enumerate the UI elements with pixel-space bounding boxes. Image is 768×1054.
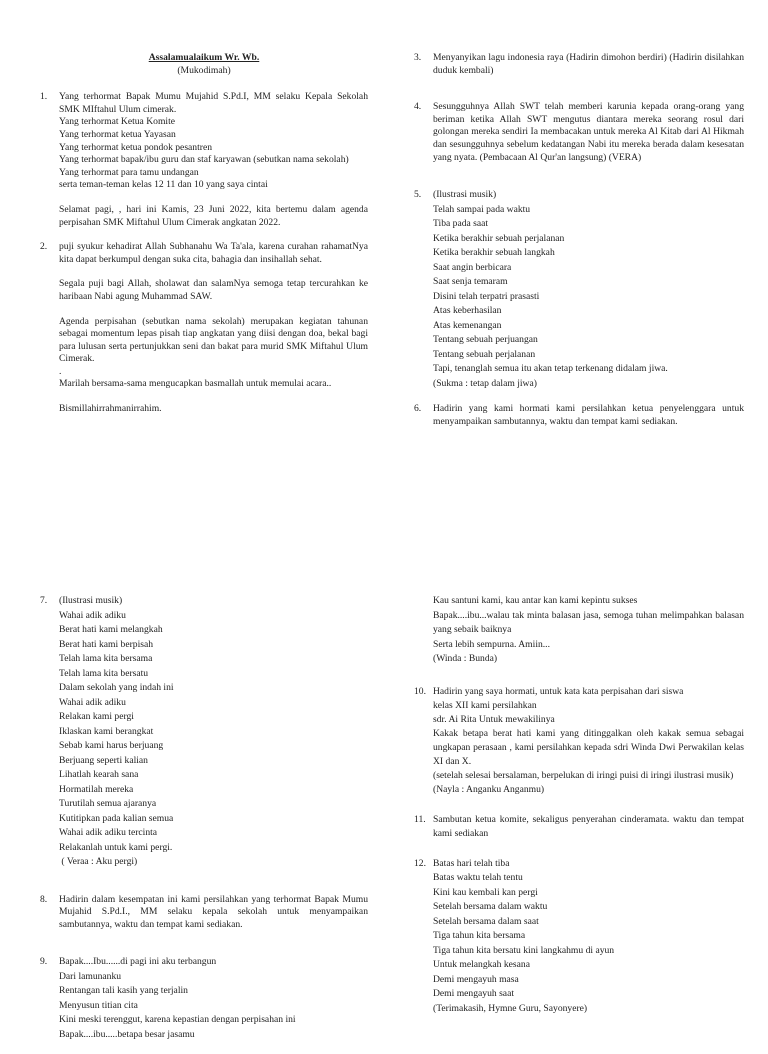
item-12 bbox=[414, 857, 744, 1017]
item-line: ( Veraa : Aku pergi) bbox=[59, 856, 138, 867]
item-line: Rentangan tali kasih yang terjalin bbox=[59, 985, 188, 997]
item-line: Yang terhormat bapak/ibu guru dan staf karyawan (sebutkan nama sekolah) bbox=[59, 154, 349, 166]
item-line: Kini kau kembali kan pergi bbox=[433, 886, 538, 898]
column-top-right bbox=[414, 52, 744, 440]
item-line: Relakanlah untuk kami pergi. bbox=[59, 841, 173, 853]
item-line: Dari lamunanku bbox=[59, 970, 122, 982]
item-line: sdr. Ai Rita Untuk mewakilinya bbox=[433, 713, 555, 725]
item-line: Serta lebih sempurna. Amiin... bbox=[433, 638, 550, 650]
item-10 bbox=[414, 685, 744, 797]
item-text: Sambutan ketua komite, sekaligus penyerahan cinderamata. waktu dan tempat kami sediakan bbox=[433, 813, 744, 839]
item-1 bbox=[40, 91, 368, 229]
item-line: Yang terhormat Ketua Komite bbox=[59, 116, 175, 128]
item-line: Saat angin berbicara bbox=[433, 261, 512, 273]
item-line: Kutitipkan pada kalian semua bbox=[59, 812, 174, 824]
item-line: Iklaskan kami berangkat bbox=[59, 725, 154, 737]
item-text: Bapak....ibu...walau tak minta balasan jasa, semoga tuhan melimpahkan balasan yang sebaik baiknya bbox=[433, 609, 744, 635]
item-line: Disini telah terpatri prasasti bbox=[433, 290, 540, 302]
item-line: Turutilah semua ajaranya bbox=[59, 798, 157, 809]
item-line: Batas hari telah tiba bbox=[433, 857, 510, 869]
item-line: Tiga tahun kita bersatu kini langkahmu di ayun bbox=[433, 944, 615, 956]
column-top-left bbox=[40, 52, 368, 428]
item-line: Bapak....ibu.....betapa besar jasamu bbox=[59, 1028, 195, 1040]
item-number: 6. bbox=[414, 403, 422, 415]
item-line: kelas XII kami persilahkan bbox=[433, 699, 537, 711]
item-line: Berjuang seperti kalian bbox=[59, 754, 148, 766]
item-line: Lihatlah kearah sana bbox=[59, 769, 139, 780]
item-9-continued bbox=[414, 594, 744, 667]
item-text: puji syukur kehadirat Allah Subhanahu Wa Ta'ala, karena curahan rahamatNya kita dapat berkumpul dengan suka cita, bahagia dan insihallah sehat. bbox=[59, 241, 368, 265]
item-line: Setelah bersama dalam waktu bbox=[433, 901, 548, 912]
item-line: Tentang sebuah perjuangan bbox=[433, 334, 538, 346]
column-bottom-left bbox=[40, 594, 368, 1054]
item-line: Ketika berakhir sebuah perjalanan bbox=[433, 232, 565, 244]
item-number: 3. bbox=[414, 52, 422, 63]
item-number: 8. bbox=[40, 893, 48, 905]
item-text: Selamat pagi, , hari ini Kamis, 23 Juni 2022, kita bertemu dalam agenda perpisahan SMK Miftahul Ulum Cimerak angkatan 2022. bbox=[59, 203, 368, 228]
item-number: 4. bbox=[414, 101, 422, 113]
item-number: 2. bbox=[40, 241, 48, 253]
column-bottom-right bbox=[414, 594, 744, 1028]
item-number: 9. bbox=[40, 956, 48, 968]
item-3 bbox=[414, 52, 744, 77]
item-line: Menyusun titian cita bbox=[59, 999, 138, 1011]
item-line: serta teman-teman kelas 12 11 dan 10 yang saya cintai bbox=[59, 179, 268, 191]
item-number: 11. bbox=[414, 813, 426, 825]
item-line: Atas kemenangan bbox=[433, 319, 502, 331]
page-title: Assalamualaikum Wr. Wb. bbox=[148, 52, 260, 63]
item-text: Agenda perpisahan (sebutkan nama sekolah) merupakan kegiatan tahunan sebagai momentum lepas pisah tiap angkatan yang diisi dengan doa, bekal bagi para lulusan serta pertunjukkan seni dan bakat para murid SMK Miftahul Ulum Cimerak. bbox=[59, 315, 368, 365]
item-line: Tapi, tenanglah semua itu akan tetap terkenang didalam jiwa. bbox=[433, 363, 668, 375]
item-9 bbox=[40, 955, 368, 1042]
item-8 bbox=[40, 894, 368, 932]
item-line: Relakan kami pergi bbox=[59, 711, 134, 722]
item-line: (Sukma : tetap dalam jiwa) bbox=[433, 377, 537, 389]
item-line: Telah sampai pada waktu bbox=[433, 203, 531, 215]
item-text: Hadirin dalam kesempatan ini kami persilahkan yang terhormat Bapak Mumu Mujahid S.Pd.I., MM selaku kepala sekolah untuk menyampaikan sambutannya, waktu dan tempat kami sediakan. bbox=[59, 893, 368, 930]
item-7 bbox=[40, 594, 368, 870]
item-line: Untuk melangkah kesana bbox=[433, 959, 530, 970]
item-text: Bismillahirrahmanirrahim. bbox=[59, 403, 162, 415]
item-6 bbox=[414, 403, 744, 428]
item-11 bbox=[414, 813, 744, 841]
item-line: Kini meski terenggut, karena kepastian dengan perpisahan ini bbox=[59, 1014, 296, 1026]
item-line: Wahai adik adiku bbox=[59, 609, 126, 621]
item-line: Tiba pada saat bbox=[433, 218, 489, 230]
item-number: 5. bbox=[414, 189, 422, 201]
item-line: Yang terhormat para tamu undangan bbox=[59, 166, 199, 178]
item-line: Batas waktu telah tentu bbox=[433, 872, 523, 883]
item-text: Marilah bersama-sama mengucapkan basmallah untuk memulai acara.. bbox=[59, 378, 332, 390]
item-text: Sesungguhnya Allah SWT telah memberi karunia kepada orang-orang yang beriman ketika Allah SWT mengutus diantara mereka seorang rosul dari golongan mereka sendiri Ia membacakan untuk mereka Al Kitab dari Al Hikmah dan sesungguhnya sebelum kedatangan Nabi itu mereka berada dalam kesesatan yang nyata. (Pembacaan Al Qur'an langsung) (VERA) bbox=[433, 101, 744, 163]
item-number: 1. bbox=[40, 91, 48, 103]
item-line: Wahai adik adiku tercinta bbox=[59, 827, 158, 838]
item-line: Ketika berakhir sebuah langkah bbox=[433, 247, 555, 259]
item-text: Segala puji bagi Allah, sholawat dan salamNya semoga tetap tercurahkan ke haribaan Nabi agung Muhammad SAW. bbox=[59, 278, 368, 302]
item-text: Menyanyikan lagu indonesia raya (Hadirin dimohon berdiri) (Hadirin disilahkan duduk kembali) bbox=[433, 52, 744, 76]
item-line: Kau santuni kami, kau antar kan kami kepintu sukses bbox=[433, 595, 638, 606]
page-subtitle: (Mukodimah) bbox=[177, 64, 231, 76]
item-line: (Terimakasih, Hymne Guru, Sayonyere) bbox=[433, 1002, 588, 1014]
item-line: (Nayla : Anganku Anganmu) bbox=[433, 783, 545, 795]
item-line: Tiga tahun kita bersama bbox=[433, 930, 526, 941]
item-line: Berat hati kami melangkah bbox=[59, 624, 163, 635]
item-line: Berat hati kami berpisah bbox=[59, 638, 154, 650]
item-line: Setelah bersama dalam saat bbox=[433, 915, 539, 927]
item-number: 7. bbox=[40, 595, 48, 606]
item-2 bbox=[40, 241, 368, 416]
item-line: Atas keberhasilan bbox=[433, 305, 502, 317]
item-number: 12. bbox=[414, 857, 426, 869]
item-line: Saat senja temaram bbox=[433, 276, 508, 288]
item-line: Hormatilah mereka bbox=[59, 783, 134, 795]
item-line: Tentang sebuah perjalanan bbox=[433, 348, 536, 360]
item-text: . bbox=[59, 365, 62, 377]
item-line: Yang terhormat ketua pondok pesantren bbox=[59, 141, 213, 153]
item-line: Demi mengayuh masa bbox=[433, 973, 519, 985]
item-line: Yang terhormat ketua Yayasan bbox=[59, 128, 176, 140]
item-line: Dalam sekolah yang indah ini bbox=[59, 682, 174, 693]
item-text: Kakak betapa berat hati kami yang ditinggalkan oleh kakak semua sebagai ungkapan perasaan , kami persilahkan kepada sdri Winda Dwi Perwakilan kelas XI dan X. bbox=[433, 727, 744, 767]
item-line: Bapak....Ibu......di pagi ini aku terbangun bbox=[59, 956, 217, 968]
item-number: 10. bbox=[414, 685, 426, 697]
item-line: Wahai adik adiku bbox=[59, 696, 126, 708]
item-text: (setelah selesai bersalaman, berpelukan di iringi puisi di iringi ilustrasi musik) bbox=[433, 769, 734, 781]
item-line: Telah lama kita bersama bbox=[59, 653, 153, 664]
item-line: Hadirin yang saya hormati, untuk kata kata perpisahan dari siswa bbox=[433, 685, 684, 697]
item-4 bbox=[414, 101, 744, 164]
item-line: Sebab kami harus berjuang bbox=[59, 740, 164, 751]
item-text: Hadirin yang kami hormati kami persilahkan ketua penyelenggara untuk menyampaikan sambutannya, waktu dan tempat kami sediakan. bbox=[433, 403, 744, 427]
item-line: (Winda : Bunda) bbox=[433, 653, 498, 664]
item-line: (Ilustrasi musik) bbox=[59, 595, 123, 606]
item-line: Demi mengayuh saat bbox=[433, 988, 514, 999]
item-line: Telah lama kita bersatu bbox=[59, 667, 149, 679]
item-5 bbox=[414, 188, 744, 391]
item-line: (Ilustrasi musik) bbox=[433, 189, 497, 201]
item-text: Yang terhormat Bapak Mumu Mujahid S.Pd.I, MM selaku Kepala Sekolah SMK MIftahul Ulum cimerak. bbox=[59, 91, 368, 115]
